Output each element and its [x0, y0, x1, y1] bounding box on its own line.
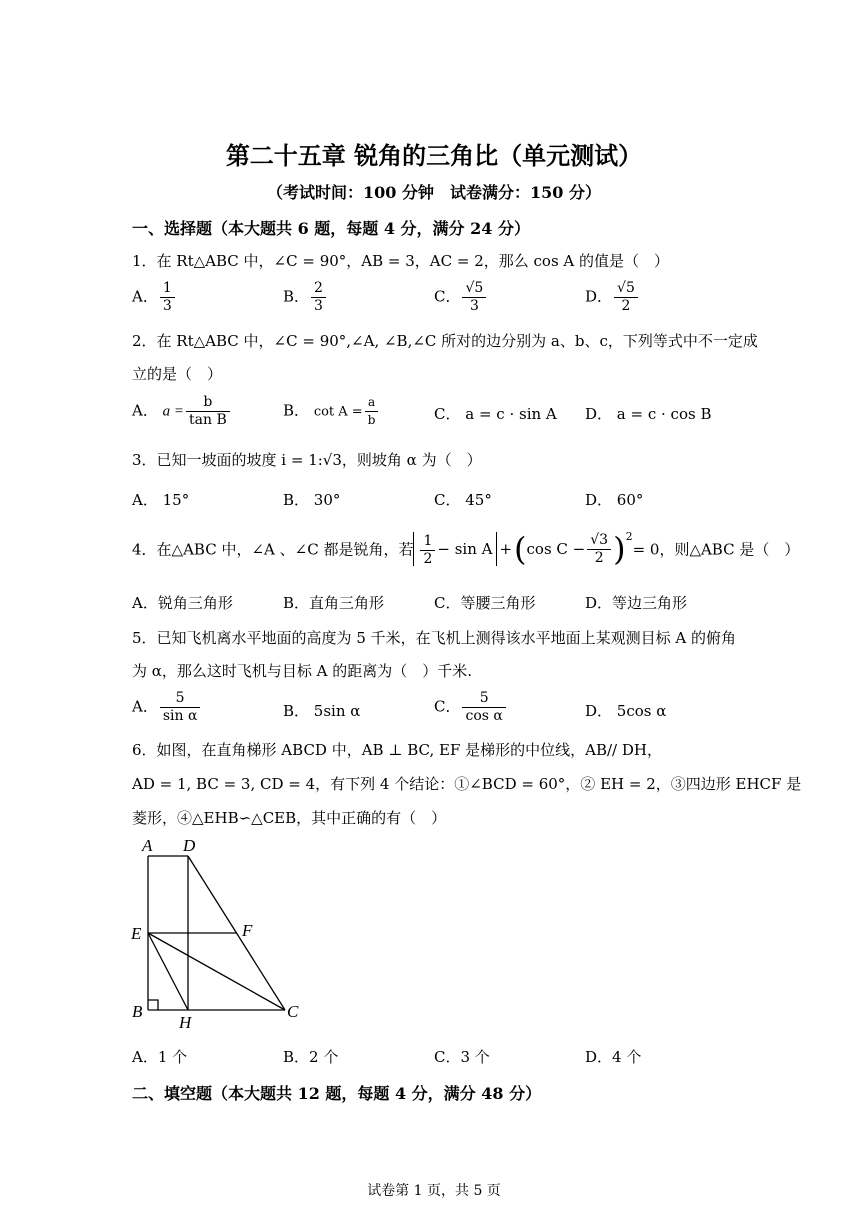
q5-option-c: C． $\frac{5}{\text{cos α}}$	[434, 690, 508, 725]
question-6-line-1: 6．如图，在直角梯形 ABCD 中，AB ⊥ BC, EF 是梯形的中位线，AB// DH，	[132, 741, 662, 759]
section-heading-choice: 一、选择题（本大题共 6 题，每题 4 分，满分 24 分）	[132, 219, 530, 238]
label-f: F	[242, 921, 253, 940]
question-2-line-1: 2．在 Rt△ABC 中，∠C = 90°,∠A, ∠B,∠C 所对的边分别为 a、b、c，下列等式中不一定成	[132, 332, 758, 350]
q4-option-b: B．直角三角形	[283, 594, 385, 612]
label-a: A	[142, 836, 153, 855]
q6-option-d: D．4 个	[585, 1048, 642, 1066]
question-3-text: 3．已知一坡面的坡度 i = 1:√3，则坡角 α 为（ ）	[132, 451, 482, 469]
q3-option-a: A． 15°	[132, 491, 190, 509]
q2-option-b: B． cot A = $\frac{a}{b}$	[283, 394, 380, 429]
question-2-line-2: 立的是（ ）	[132, 365, 223, 383]
label-b: B	[132, 1002, 143, 1021]
exam-info: （考试时间：100 分钟 试卷满分：150 分）	[267, 183, 601, 202]
q6-option-b: B．2 个	[283, 1048, 339, 1066]
q3-option-d: D． 60°	[585, 491, 644, 509]
page-title: 第二十五章 锐角的三角比（单元测试）	[225, 141, 643, 170]
question-1-text: 1．在 Rt△ABC 中，∠C = 90°，AB = 3，AC = 2，那么 cos A 的值是（ ）	[132, 252, 670, 270]
q2-option-a: A． a = $\frac{b}{\text{tan B}}$	[132, 394, 232, 429]
q5-option-b: B． 5sin α	[283, 702, 361, 720]
q6-option-a: A．1 个	[132, 1048, 188, 1066]
absolute-value-expression: $\frac{1}{2}$ − sin A	[413, 532, 497, 566]
q1-option-d: D． $\frac{√5}{2}$	[585, 280, 640, 315]
q1-option-b: B． $\frac{2}{3}$	[283, 280, 328, 315]
q3-option-b: B． 30°	[283, 491, 341, 509]
label-c: C	[287, 1002, 299, 1021]
q4-option-d: D．等边三角形	[585, 594, 688, 612]
label-h: H	[179, 1013, 192, 1032]
q5-option-d: D． 5cos α	[585, 702, 667, 720]
page-footer: 试卷第 1 页，共 5 页	[367, 1183, 501, 1199]
q2-option-d: D． a = c · cos B	[585, 405, 712, 423]
question-4-text: 4．在△ABC 中，∠A 、∠C 都是锐角，若 $\frac{1}{2}$ − sin A +(cos C − $\frac{√3}{2}$ )$^2$= 0，则△ABC 是（ ）	[132, 530, 800, 568]
q4-option-a: A．锐角三角形	[132, 594, 233, 612]
section-heading-fill-in: 二、填空题（本大题共 12 题，每题 4 分，满分 48 分）	[132, 1084, 542, 1103]
q1-option-c: C． $\frac{√5}{3}$	[434, 280, 488, 315]
question-6-line-2: AD = 1, BC = 3, CD = 4，有下列 4 个结论：①∠BCD = 60°，② EH = 2，③四边形 EHCF 是	[132, 775, 802, 793]
label-d: D	[183, 836, 196, 855]
question-5-line-1: 5．已知飞机离水平地面的高度为 5 千米，在飞机上测得该水平地面上某观测目标 A 的俯角	[132, 629, 736, 647]
right-angle-mark	[148, 1000, 158, 1010]
q6-option-c: C．3 个	[434, 1048, 490, 1066]
q3-option-c: C． 45°	[434, 491, 492, 509]
trapezoid-figure	[125, 832, 315, 1037]
question-5-line-2: 为 α，那么这时飞机与目标 A 的距离为（ ）千米.	[132, 662, 473, 680]
label-e: E	[131, 924, 142, 943]
question-6-line-3: 菱形，④△EHB∽△CEB，其中正确的有（ ）	[132, 809, 447, 827]
q5-option-a: A． $\frac{5}{\text{sin α}}$	[132, 690, 202, 725]
q1-option-a: A． $\frac{1}{3}$	[132, 280, 177, 315]
q4-option-c: C．等腰三角形	[434, 594, 536, 612]
q2-option-c: C． a = c · sin A	[434, 405, 557, 423]
